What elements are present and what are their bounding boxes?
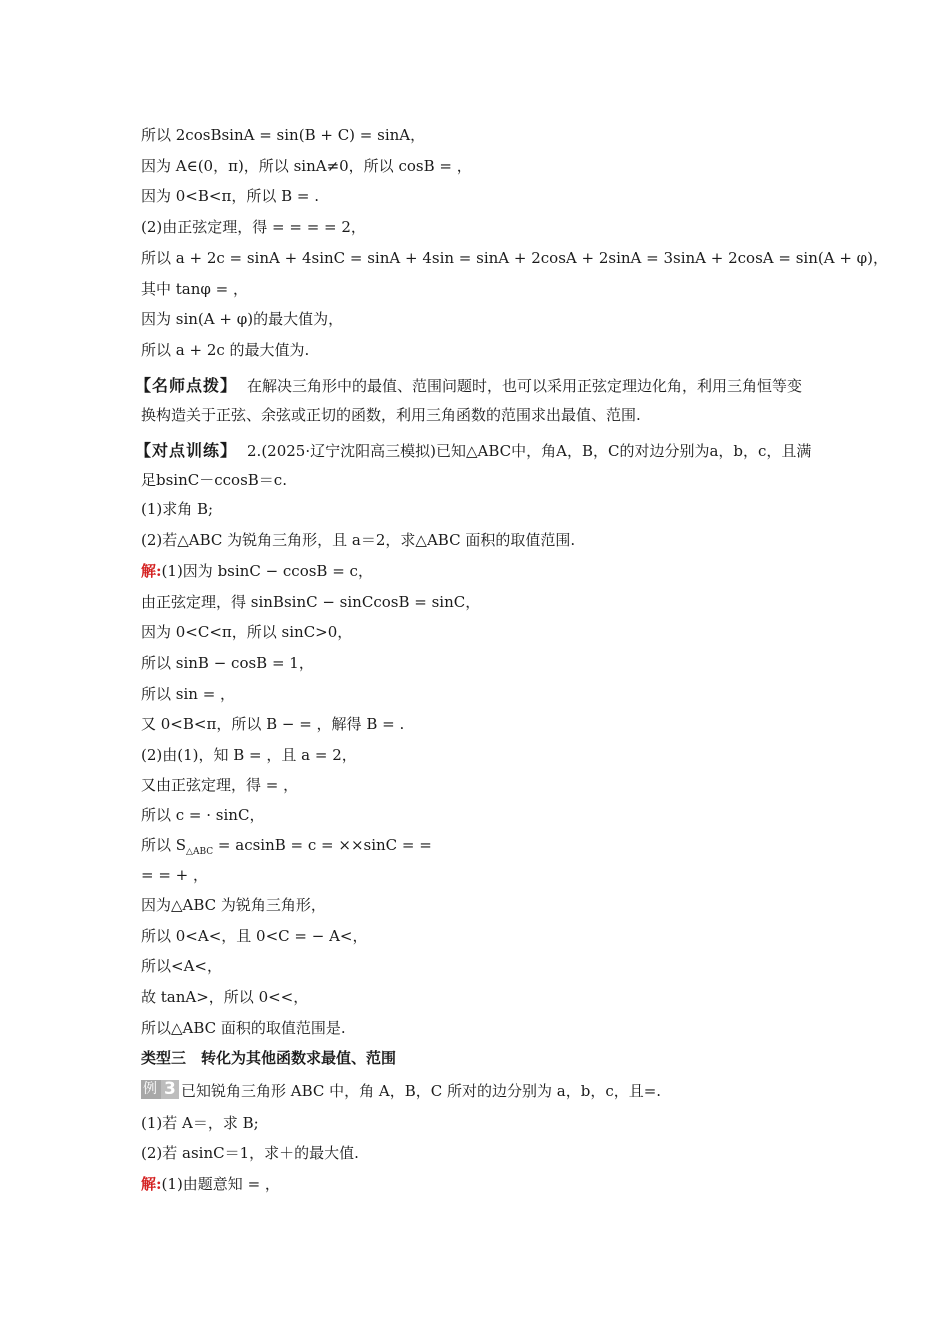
solution-text: (1)因为 bsinC − ccosB = c， [161, 562, 373, 580]
tip-text: 在解决三角形中的最值、范围问题时，也可以采用正弦定理边化角，利用三角恒等变换构造关于正弦、余弦或正切的函数，利用三角函数的范围求出最值、范围. [141, 377, 803, 424]
example-icon-number: 3 [164, 1079, 176, 1099]
solution-start [141, 561, 813, 581]
text-line: (2)由(1)，知 B = ，且 a = 2， [141, 746, 357, 764]
question-part-1: (1)若 A＝，求 B; [141, 1114, 259, 1132]
text-line: (2)由正弦定理，得 = = = = 2， [141, 218, 366, 236]
text-line: 因为 0<B<π，所以 B = . [141, 187, 319, 205]
text-line: 所以 c = · sinC， [141, 806, 265, 824]
example-3-icon [141, 1080, 179, 1099]
text-line: 所以△ABC 面积的取值范围是. [141, 1019, 346, 1037]
text-line: 所以<A<， [141, 957, 222, 975]
question-part-1: (1)求角 B; [141, 500, 214, 518]
example-icon-char: 例 [143, 1081, 157, 1097]
text-line: = = + ， [141, 866, 209, 884]
exercise-paragraph [135, 436, 813, 495]
solution-start [141, 1174, 813, 1194]
text-line: 又由正弦定理，得 = ， [141, 776, 299, 794]
text-line: 所以 sin = ， [141, 685, 236, 703]
text-line: 因为△ABC 为锐角三角形， [141, 896, 326, 914]
example-text: 已知锐角三角形 ABC 中，角 A，B，C 所对的边分别为 a，b，c，且=. [181, 1082, 662, 1100]
text-line: 又 0<B<π，所以 B − = ，解得 B = . [141, 715, 405, 733]
tip-paragraph [135, 371, 813, 430]
area-subscript: △ABC [186, 847, 214, 857]
text-line: 其中 tanφ = ， [141, 280, 249, 298]
text-line: 所以 a + 2c 的最大值为. [141, 341, 310, 359]
text-line: 由正弦定理，得 sinBsinC − sinCcosB = sinC， [141, 593, 481, 611]
text-line: 所以 0<A<，且 0<C = − A<， [141, 927, 368, 945]
area-formula: = acsinB = c = ××sinC = = [213, 836, 432, 854]
question-part-2: (2)若△ABC 为锐角三角形，且 a＝2，求△ABC 面积的取值范围. [141, 531, 576, 549]
text-line: 因为 A∈(0，π)，所以 sinA≠0，所以 cosB = ， [141, 157, 472, 175]
area-formula-line [141, 835, 813, 862]
exercise-text: 2.(2025·辽宁沈阳高三模拟)已知△ABC中，角A，B，C的对边分别为a，b，c，且满足bsinC－ccosB＝c. [141, 442, 812, 489]
text-line: 因为 0<C<π，所以 sinC>0， [141, 623, 353, 641]
tip-tag: 【名师点拨】 [135, 376, 238, 395]
text-line: 所以 2cosBsinA = sin(B + C) = sinA， [141, 126, 426, 144]
text-line: 因为 sin(A + φ)的最大值为， [141, 310, 344, 328]
question-part-2: (2)若 asinC＝1，求＋的最大值. [141, 1144, 359, 1162]
example-line [141, 1080, 813, 1101]
text-line: 所以 sinB − cosB = 1， [141, 654, 314, 672]
area-prefix: 所以 S [141, 836, 187, 854]
text-line: 所以 a + 2c = sinA + 4sinC = sinA + 4sin = sinA + 2cosA + 2sinA = 3sinA + 2cosA = sin(A + φ)， [141, 249, 889, 267]
solution-text: (1)由题意知 = ， [161, 1175, 280, 1193]
exercise-tag: 【对点训练】 [135, 441, 238, 460]
section-heading: 类型三 转化为其他函数求最值、范围 [141, 1049, 397, 1067]
solution-label: 解: [141, 562, 162, 580]
solution-label: 解: [141, 1175, 162, 1193]
text-line: 故 tanA>，所以 0<<， [141, 988, 309, 1006]
